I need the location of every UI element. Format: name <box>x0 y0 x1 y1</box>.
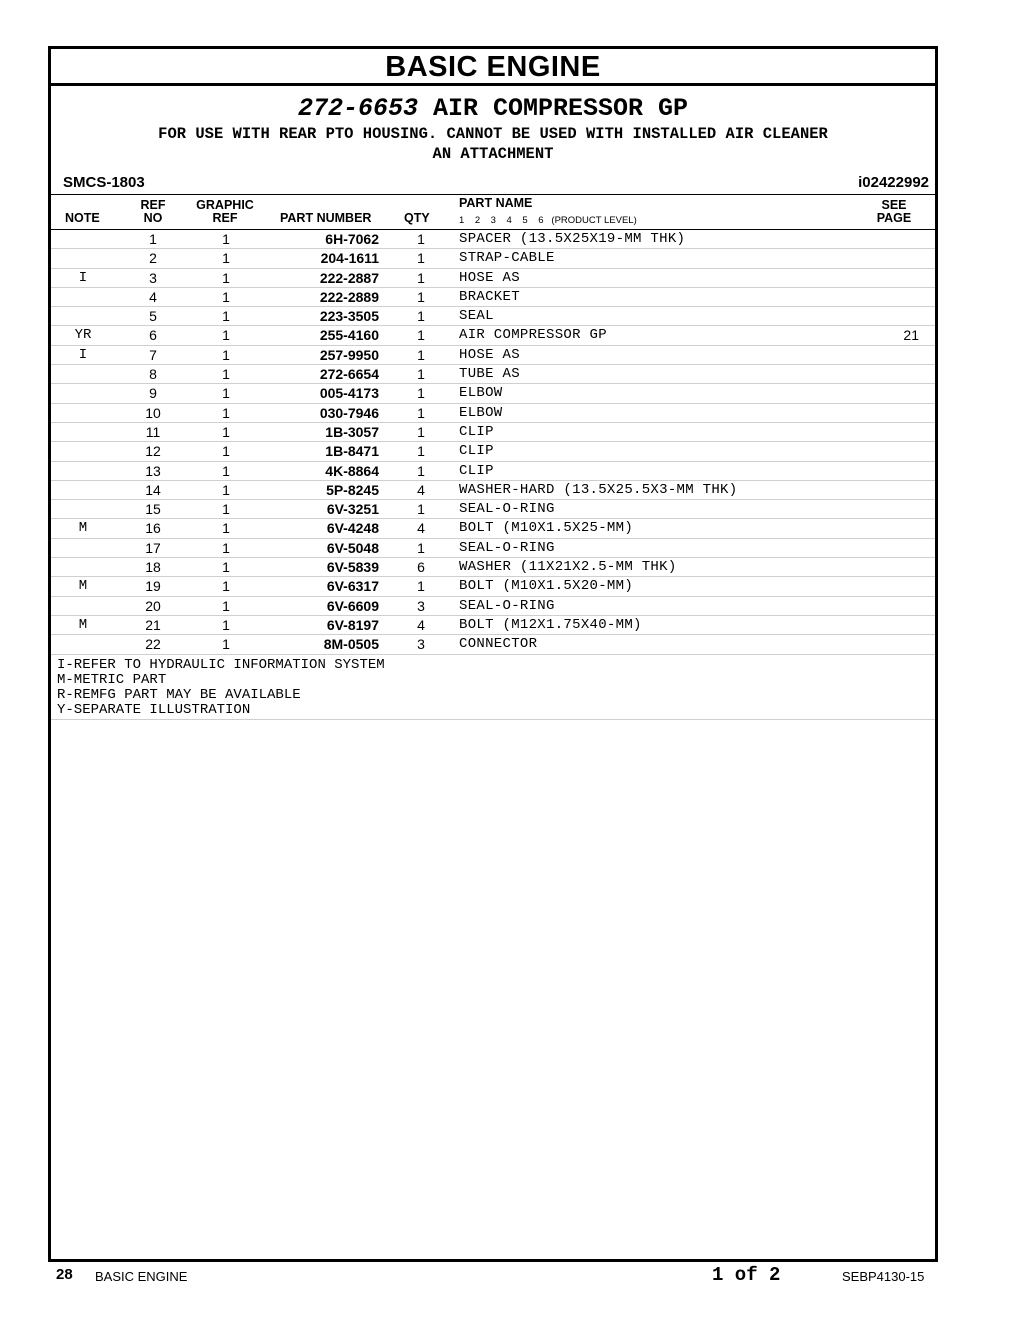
group-subtitle-line1: FOR USE WITH REAR PTO HOUSING. CANNOT BE USED WITH INSTALLED AIR CLEANER <box>158 125 828 143</box>
row-part-name: SPACER (13.5X25X19-MM THK) <box>459 231 686 247</box>
table-row <box>51 423 935 442</box>
row-qty: 6 <box>417 559 425 576</box>
row-qty: 1 <box>417 443 425 460</box>
table-row <box>51 558 935 577</box>
row-part-number: 6V-5048 <box>326 539 379 556</box>
header-part-number: PART NUMBER <box>280 211 372 225</box>
row-qty: 1 <box>417 346 425 363</box>
row-ref-no: 8 <box>149 366 157 383</box>
table-row <box>51 462 935 481</box>
table-row <box>51 326 935 345</box>
row-ref-no: 3 <box>149 269 157 286</box>
row-part-number: 257-9950 <box>319 346 379 363</box>
table-header <box>51 194 935 230</box>
row-graphic-ref: 1 <box>222 443 230 460</box>
group-name: AIR COMPRESSOR GP <box>433 94 689 123</box>
row-graphic-ref: 1 <box>222 288 230 305</box>
illustration-id: i02422992 <box>858 174 929 191</box>
row-graphic-ref: 1 <box>222 520 230 537</box>
row-graphic-ref: 1 <box>222 250 230 267</box>
row-part-name: SEAL-O-RING <box>459 539 555 556</box>
row-part-number: 005-4173 <box>319 385 379 402</box>
footer-section: BASIC ENGINE <box>95 1269 188 1284</box>
table-row <box>51 481 935 500</box>
row-ref-no: 12 <box>145 443 161 460</box>
row-graphic-ref: 1 <box>222 559 230 576</box>
note-y: Y-SEPARATE ILLUSTRATION <box>57 701 251 718</box>
row-part-number: 255-4160 <box>319 327 379 344</box>
row-part-name: HOSE AS <box>459 346 520 363</box>
row-part-number: 272-6654 <box>319 366 379 383</box>
row-qty: 1 <box>417 385 425 402</box>
row-part-name: HOSE AS <box>459 269 520 286</box>
row-part-name: AIR COMPRESSOR GP <box>459 327 607 344</box>
row-qty: 4 <box>417 481 425 498</box>
row-graphic-ref: 1 <box>222 231 230 247</box>
header-ref-top: REF <box>140 198 166 212</box>
row-part-number: 4K-8864 <box>325 462 379 479</box>
table-row <box>51 365 935 384</box>
row-part-name: BOLT (M12X1.75X40-MM) <box>459 616 642 633</box>
row-part-name: CLIP <box>459 423 494 440</box>
row-ref-no: 9 <box>149 385 157 402</box>
row-part-name: CLIP <box>459 462 494 479</box>
header-graphic-top: GRAPHIC <box>196 198 254 212</box>
table-row <box>51 500 935 519</box>
row-note: M <box>78 616 88 633</box>
table-row <box>51 307 935 326</box>
row-ref-no: 20 <box>145 597 161 614</box>
row-ref-no: 6 <box>149 327 157 344</box>
header-ref-bottom: NO <box>143 211 163 225</box>
row-ref-no: 1 <box>149 231 157 247</box>
row-qty: 1 <box>417 250 425 267</box>
header-see-bottom: PAGE <box>876 211 912 225</box>
header-graphic-bottom: REF <box>212 211 238 225</box>
row-graphic-ref: 1 <box>222 578 230 595</box>
row-graphic-ref: 1 <box>222 346 230 363</box>
row-ref-no: 22 <box>145 636 161 653</box>
row-part-number: 5P-8245 <box>326 481 379 498</box>
row-ref-no: 16 <box>145 520 161 537</box>
footer-doc-number: SEBP4130-15 <box>842 1269 925 1284</box>
row-part-number: 030-7946 <box>319 404 379 421</box>
note-r: R-REMFG PART MAY BE AVAILABLE <box>57 686 301 703</box>
row-qty: 1 <box>417 231 425 247</box>
table-row <box>51 616 935 635</box>
row-qty: 1 <box>417 578 425 595</box>
smcs-code: SMCS-1803 <box>63 174 145 191</box>
row-note: I <box>78 346 88 363</box>
row-qty: 4 <box>417 616 425 633</box>
row-part-number: 6V-6317 <box>326 578 379 595</box>
row-note: M <box>78 578 88 595</box>
row-ref-no: 10 <box>145 404 161 421</box>
row-part-number: 6V-6609 <box>326 597 379 614</box>
header-part-name: PART NAME <box>459 196 533 210</box>
row-part-number: 1B-8471 <box>325 443 379 460</box>
note-m: M-METRIC PART <box>57 671 167 688</box>
row-ref-no: 18 <box>145 559 161 576</box>
header-see-top: SEE <box>881 198 907 212</box>
row-part-number: 6V-3251 <box>326 501 379 518</box>
note-i: I-REFER TO HYDRAULIC INFORMATION SYSTEM <box>57 656 385 673</box>
row-qty: 1 <box>417 423 425 440</box>
row-qty: 1 <box>417 308 425 325</box>
row-graphic-ref: 1 <box>222 404 230 421</box>
table-row <box>51 519 935 538</box>
row-ref-no: 11 <box>145 423 161 440</box>
table-row <box>51 597 935 616</box>
row-graphic-ref: 1 <box>222 385 230 402</box>
row-ref-no: 15 <box>145 501 161 518</box>
header-product-level: 1 2 3 4 5 6 (PRODUCT LEVEL) <box>459 215 637 226</box>
row-part-number: 6V-5839 <box>326 559 379 576</box>
row-see-page: 21 <box>903 327 919 344</box>
row-ref-no: 14 <box>145 481 161 498</box>
row-part-number: 222-2887 <box>319 269 379 286</box>
row-graphic-ref: 1 <box>222 423 230 440</box>
row-part-number: 223-3505 <box>319 308 379 325</box>
row-ref-no: 5 <box>149 308 157 325</box>
table-row <box>51 404 935 423</box>
row-part-number: 8M-0505 <box>323 636 379 653</box>
row-ref-no: 7 <box>149 346 157 363</box>
row-graphic-ref: 1 <box>222 636 230 653</box>
row-graphic-ref: 1 <box>222 616 230 633</box>
row-graphic-ref: 1 <box>222 597 230 614</box>
row-part-number: 1B-3057 <box>325 423 379 440</box>
row-ref-no: 17 <box>145 539 161 556</box>
row-graphic-ref: 1 <box>222 308 230 325</box>
row-ref-no: 21 <box>145 616 161 633</box>
table-row <box>51 249 935 268</box>
row-qty: 1 <box>417 288 425 305</box>
table-row <box>51 288 935 307</box>
row-part-name: BOLT (M10X1.5X25-MM) <box>459 520 634 537</box>
row-qty: 1 <box>417 501 425 518</box>
section-title: BASIC ENGINE <box>51 49 935 86</box>
row-part-name: CLIP <box>459 443 494 460</box>
row-part-name: ELBOW <box>459 385 503 402</box>
row-part-name: WASHER-HARD (13.5X25.5X3-MM THK) <box>459 481 738 498</box>
row-qty: 1 <box>417 327 425 344</box>
row-part-number: 204-1611 <box>320 250 379 267</box>
row-graphic-ref: 1 <box>222 462 230 479</box>
row-part-name: BRACKET <box>459 288 520 305</box>
row-graphic-ref: 1 <box>222 539 230 556</box>
row-graphic-ref: 1 <box>222 327 230 344</box>
row-graphic-ref: 1 <box>222 269 230 286</box>
row-note: M <box>78 520 88 537</box>
page-footer <box>0 1264 1020 1288</box>
row-part-name: CONNECTOR <box>459 636 538 653</box>
row-note: I <box>78 269 88 286</box>
row-qty: 1 <box>417 404 425 421</box>
row-part-name: SEAL-O-RING <box>459 597 555 614</box>
row-part-number: 6V-8197 <box>326 616 379 633</box>
header-qty: QTY <box>404 211 430 225</box>
footer-sheet: 1 of 2 <box>712 1264 781 1286</box>
row-part-name: WASHER (11X21X2.5-MM THK) <box>459 559 677 576</box>
row-qty: 1 <box>417 462 425 479</box>
row-ref-no: 19 <box>145 578 161 595</box>
row-qty: 1 <box>417 366 425 383</box>
row-graphic-ref: 1 <box>222 501 230 518</box>
row-ref-no: 4 <box>149 288 157 305</box>
group-title <box>51 94 935 124</box>
row-part-name: TUBE AS <box>459 366 520 383</box>
row-qty: 3 <box>417 636 425 653</box>
table-row <box>51 269 935 288</box>
row-part-name: ELBOW <box>459 404 503 421</box>
row-qty: 1 <box>417 269 425 286</box>
parts-page-frame <box>48 46 938 1262</box>
row-part-number: 6H-7062 <box>325 231 379 247</box>
footer-page-number: 28 <box>56 1266 73 1283</box>
row-qty: 3 <box>417 597 425 614</box>
row-part-name: SEAL-O-RING <box>459 501 555 518</box>
row-qty: 4 <box>417 520 425 537</box>
table-row <box>51 384 935 403</box>
meta-line <box>51 170 935 194</box>
row-part-number: 6V-4248 <box>326 520 379 537</box>
row-qty: 1 <box>417 539 425 556</box>
row-part-number: 222-2889 <box>319 288 379 305</box>
table-row <box>51 346 935 365</box>
notes-legend <box>51 655 935 720</box>
table-row <box>51 635 935 654</box>
group-part-number: 272-6653 <box>297 94 418 123</box>
parts-table-body <box>51 230 935 655</box>
table-row <box>51 442 935 461</box>
row-part-name: BOLT (M10X1.5X20-MM) <box>459 578 634 595</box>
group-subtitle-line2: AN ATTACHMENT <box>432 145 554 163</box>
row-part-name: SEAL <box>459 308 494 325</box>
table-row <box>51 230 935 249</box>
table-row <box>51 577 935 596</box>
row-ref-no: 13 <box>145 462 161 479</box>
row-graphic-ref: 1 <box>222 481 230 498</box>
row-part-name: STRAP-CABLE <box>459 250 555 267</box>
row-graphic-ref: 1 <box>222 366 230 383</box>
header-note: NOTE <box>65 211 100 225</box>
row-ref-no: 2 <box>149 250 157 267</box>
row-note: YR <box>74 327 92 344</box>
table-row <box>51 539 935 558</box>
